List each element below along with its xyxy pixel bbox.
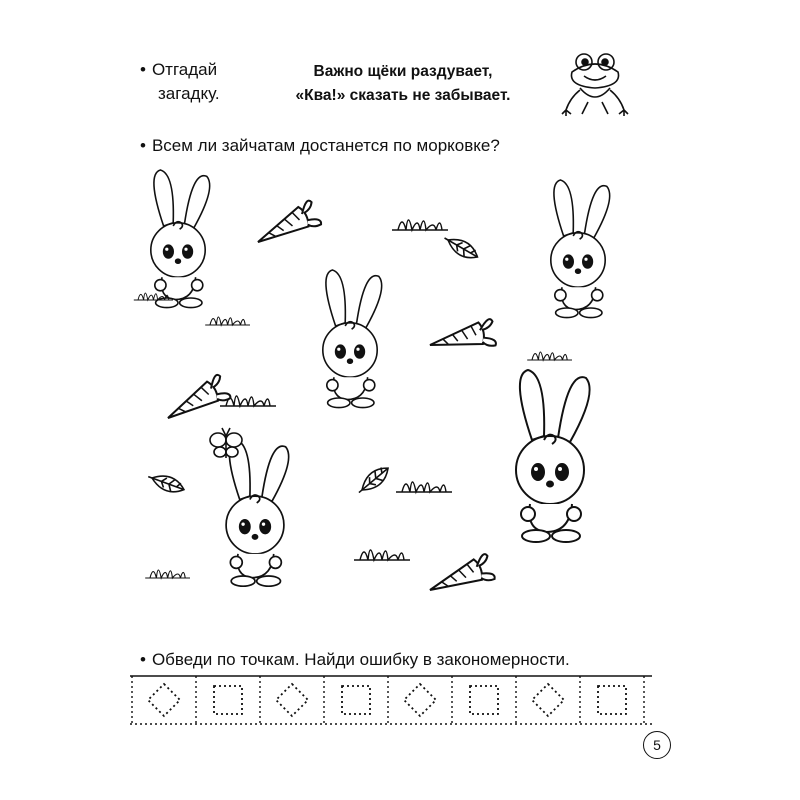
carrot-icon — [425, 553, 496, 603]
bunny-icon — [151, 170, 210, 308]
grass-icon — [145, 570, 190, 578]
bullet: • — [140, 136, 146, 155]
leaf-icon — [146, 470, 186, 496]
grass-icon — [396, 482, 452, 492]
bunny-icon — [323, 270, 382, 408]
bunny-icon — [551, 180, 610, 318]
trace-task — [140, 648, 570, 672]
pattern-square[interactable] — [470, 686, 498, 714]
carrots-question: Всем ли зайчатам достанется по морковке? — [151, 136, 500, 155]
riddle-line1: Важно щёки раздувает, — [313, 63, 493, 80]
carrot-icon — [162, 374, 233, 430]
leaf-icon — [354, 463, 392, 498]
carrot-icon — [427, 319, 497, 359]
grass-icon — [392, 220, 448, 230]
pattern-square[interactable] — [214, 686, 242, 714]
pattern-diamond[interactable] — [532, 684, 564, 716]
riddle-prompt-line2: загадку. — [158, 84, 220, 103]
grass-icon — [527, 352, 572, 360]
riddle-prompt-line1: Отгадай — [151, 60, 218, 79]
grass-icon — [354, 550, 410, 560]
leaves — [146, 232, 481, 498]
page-number: 5 — [643, 731, 671, 759]
trace-instruction: Обведи по точкам. Найди ошибку в закономерности. — [151, 650, 570, 669]
carrot-icon — [252, 200, 323, 255]
carrots-task — [140, 134, 500, 158]
riddle-text — [272, 60, 534, 108]
pattern-diamond[interactable] — [148, 684, 180, 716]
pattern-square[interactable] — [598, 686, 626, 714]
bullet: • — [140, 650, 146, 669]
bunny-icon — [226, 440, 289, 586]
bunny-icon — [516, 370, 590, 542]
pattern-diamond[interactable] — [404, 684, 436, 716]
butterfly-icon — [210, 428, 242, 458]
coloring-scene — [130, 170, 640, 610]
pattern-diamond[interactable] — [276, 684, 308, 716]
riddle-task — [140, 58, 220, 106]
bullet: • — [140, 60, 146, 79]
frog-icon — [560, 48, 630, 120]
leaf-icon — [441, 232, 481, 263]
riddle-line2: «Ква!» сказать не забывает. — [295, 87, 511, 104]
grass-icon — [205, 317, 250, 325]
trace-pattern — [130, 672, 650, 728]
pattern-square[interactable] — [342, 686, 370, 714]
